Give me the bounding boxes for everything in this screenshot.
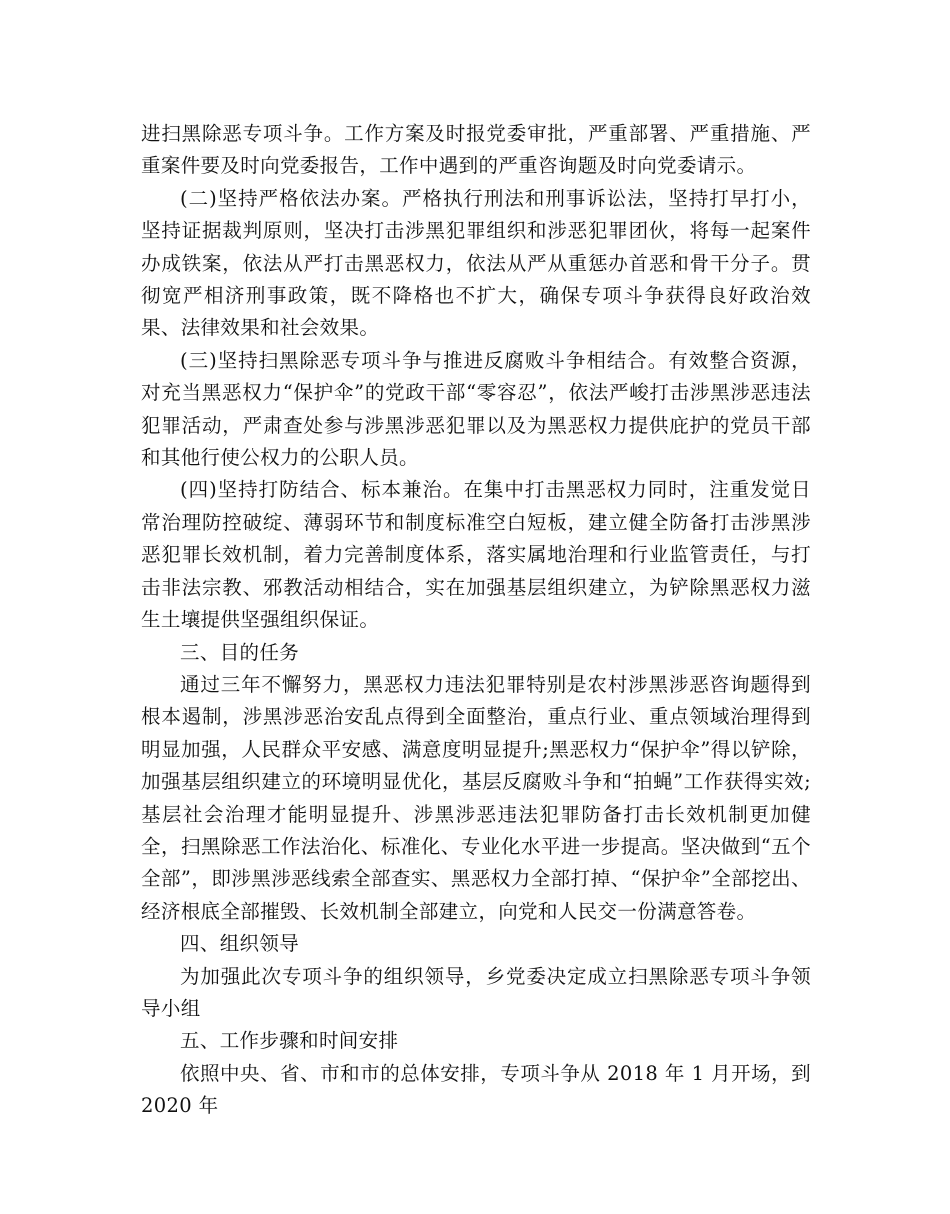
document-body [141, 118, 811, 1123]
heading-schedule: 五、工作步骤和时间安排 [180, 1029, 399, 1053]
paragraph-section-4: (四)坚持打防结合、标本兼治。在集中打击黑恶权力同时，注重发觉日常治理防控破绽、薄弱环节和制度标准空白短板，建立健全防备打击涉黑涉恶犯罪长效机制，着力完善制度体系，落实属地治理和行业监管责任，与打击非法宗教、邪教活动相结合，实在加强基层组织建立，为铲除黑恶权力滋生土壤提供坚强组织保证。 [141, 478, 811, 632]
heading-organization: 四、组织领导 [180, 932, 300, 956]
paragraph-section-2: (二)坚持严格依法办案。严格执行刑法和刑事诉讼法，坚持打早打小，坚持证据裁判原则，坚决打击涉黑犯罪组织和涉恶犯罪团伙，将每一起案件办成铁案，依法从严打击黑恶权力，依法从严从重惩办首恶和骨干分子。贯彻宽严相济刑事政策，既不降格也不扩大，确保专项斗争获得良好政治效果、法律效果和社会效果。 [141, 186, 811, 340]
paragraph-section-3: (三)坚持扫黑除恶专项斗争与推进反腐败斗争相结合。有效整合资源，对充当黑恶权力“保护伞”的党政干部“零容忍”，依法严峻打击涉黑涉恶违法犯罪活动，严肃查处参与涉黑涉恶犯罪以及为黑恶权力提供庇护的党员干部和其他行使公权力的公职人员。 [141, 348, 811, 470]
paragraph-objectives: 通过三年不懈努力，黑恶权力违法犯罪特别是农村涉黑涉恶咨询题得到根本遏制，涉黑涉恶治安乱点得到全面整治，重点行业、重点领域治理得到明显加强，人民群众平安感、满意度明显提升;黑恶权力“保护伞”得以铲除，加强基层组织建立的环境明显优化，基层反腐败斗争和“拍蝇”工作获得实效;基层社会治理才能明显提升、涉黑涉恶违法犯罪防备打击长效机制更加健全，扫黑除恶工作法治化、标准化、专业化水平进一步提高。坚决做到“五个全部”，即涉黑涉恶线索全部查实、黑恶权力全部打掉、“保护伞”全部挖出、经济根底全部摧毁、长效机制全部建立，向党和人民交一份满意答卷。 [141, 672, 811, 923]
paragraph-intro-continued: 进扫黑除恶专项斗争。工作方案及时报党委审批，严重部署、严重措施、严重案件要及时向党委报告，工作中遇到的严重咨询题及时向党委请示。 [141, 122, 811, 178]
heading-objectives: 三、目的任务 [180, 640, 300, 664]
paragraph-schedule: 依照中央、省、市和市的总体安排，专项斗争从 2018 年 1 月开场，到 2020 年 [141, 1061, 811, 1118]
paragraph-organization: 为加强此次专项斗争的组织领导，乡党委决定成立扫黑除恶专项斗争领导小组 [141, 964, 811, 1020]
